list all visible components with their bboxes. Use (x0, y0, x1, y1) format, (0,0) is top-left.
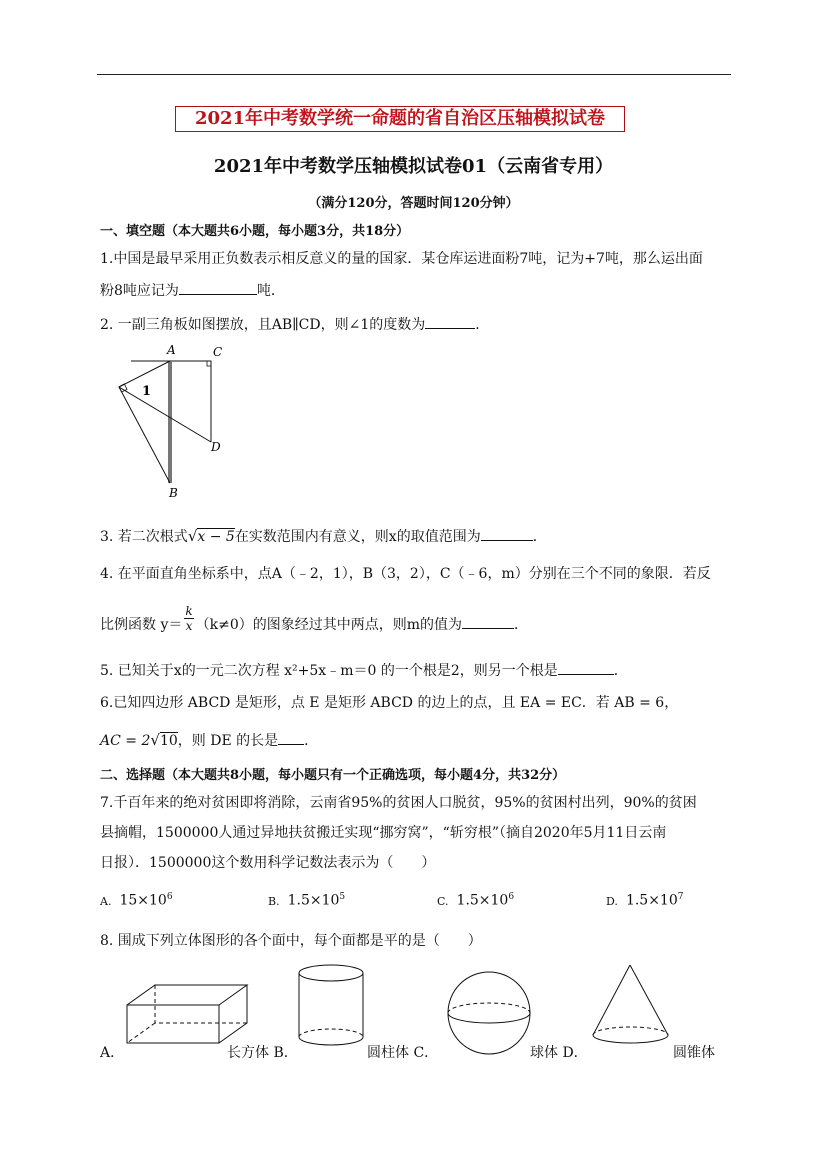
option-value: 1.5×10 (625, 892, 678, 909)
answer-blank[interactable] (558, 660, 614, 675)
cuboid-label[interactable]: 长方体 B． (227, 1045, 298, 1061)
answer-blank[interactable] (179, 280, 257, 295)
question-5-end: ． (613, 663, 628, 679)
radicand: x − 5 (197, 529, 235, 545)
option-letter: A. (100, 894, 112, 908)
question-6-line-1: 6.已知四边形 ABCD 是矩形，点 E 是矩形 ABCD 的边上的点，且 EA = EC．若 AB = 6， (100, 695, 679, 711)
exam-banner: 2021年中考数学统一命题的省自治区压轴模拟试卷 (175, 106, 625, 132)
question-4-text-a: 比例函数 y＝ (100, 617, 183, 633)
option-exponent: 5 (339, 892, 346, 902)
question-4-line-1: 4. 在平面直角坐标系中，点A（﹣2，1），B（3，2），C（﹣6，m）分别在三个不同的象限．若反 (100, 566, 711, 582)
section-choice-heading: 二、选择题（本大题共8小题，每小题只有一个正确选项，每小题4分，共32分） (100, 768, 566, 783)
fraction-k-over-x (184, 604, 193, 633)
top-rule (97, 74, 731, 75)
radical-sign: √ (150, 731, 160, 749)
option-a-label[interactable]: A． (100, 1045, 125, 1061)
option-letter: D. (606, 894, 618, 908)
question-7-line-3: 日报）．1500000这个数用科学记数法表示为（ ） (100, 855, 436, 871)
question-6-text-b: ，则 DE 的长是 (177, 733, 279, 749)
question-4-text-b: （k≠0）的图象经过其中两点，则m的值为 (195, 617, 463, 633)
option-letter: B. (268, 894, 280, 908)
cone-shape (593, 965, 668, 1043)
option-exponent: 7 (677, 892, 684, 902)
question-8: 8. 围成下列立体图形的各个面中，每个面都是平的是（ ） (100, 933, 482, 949)
cylinder-label[interactable]: 圆柱体 C． (367, 1045, 439, 1061)
option-exponent: 6 (508, 892, 515, 902)
option-value: 1.5×10 (456, 892, 509, 909)
option-exponent: 6 (166, 892, 173, 902)
question-6-end: ． (304, 733, 319, 749)
exam-subtitle: （满分120分，答题时间120分钟） (308, 196, 519, 211)
question-3-text-b: 在实数范围内有意义，则x的取值范围为 (234, 529, 481, 545)
point-c-label: C (213, 345, 223, 359)
cylinder-shape (299, 965, 363, 1045)
sphere-label[interactable]: 球体 D． (530, 1045, 588, 1061)
section-fill-in-heading: 一、填空题（本大题共6小题，每小题3分，共18分） (100, 224, 410, 239)
cone-label: 圆锥体 (673, 1045, 715, 1061)
answer-blank[interactable] (278, 730, 304, 745)
question-2-text: 2. 一副三角板如图摆放，且AB∥CD，则∠1的度数为 (100, 317, 426, 333)
question-1-text-b: 吨． (256, 283, 285, 299)
answer-blank[interactable] (425, 314, 475, 329)
fraction-denominator: x (185, 619, 193, 633)
angle-1-label: 1 (142, 384, 152, 399)
question-1-text-a: 粉8吨应记为 (100, 283, 179, 299)
question-2 (100, 314, 489, 334)
point-a-label: A (167, 343, 176, 357)
option-letter: C. (437, 894, 449, 908)
sphere-shape (448, 972, 530, 1054)
radicand: 10 (159, 733, 178, 749)
point-d-label: D (211, 440, 221, 454)
cuboid-shape (127, 985, 247, 1043)
option-b[interactable] (268, 892, 345, 909)
triangle-set-figure (105, 340, 245, 505)
question-6-line-2 (100, 730, 318, 750)
option-c[interactable] (437, 892, 514, 909)
option-value: 15×10 (119, 892, 167, 909)
question-3 (100, 526, 547, 546)
question-2-end: ． (475, 317, 490, 333)
question-5-text: 5. 已知关于x的一元二次方程 x²+5x﹣m＝0 的一个根是2，则另一个根是 (100, 663, 558, 679)
question-6-text-a: AC = 2 (100, 733, 151, 749)
question-3-end: ． (532, 529, 547, 545)
radical-sign: √ (187, 527, 198, 545)
question-7-line-1: 7.千百年来的绝对贫困即将消除，云南省95%的贫困人口脱贫，95%的贫困村出列，90%的贫困 (100, 795, 697, 811)
question-7-line-2: 县摘帽，1500000人通过异地扶贫搬迁实现“挪穷窝”，“斩穷根”（摘自2020年5月11日云南 (100, 825, 667, 841)
question-1-line-1: 1.中国是最早采用正负数表示相反意义的量的国家．某仓库运进面粉7吨，记为+7吨，那么运出面 (100, 251, 703, 267)
question-5 (100, 660, 628, 680)
answer-blank[interactable] (481, 526, 533, 541)
option-value: 1.5×10 (287, 892, 340, 909)
point-b-label: B (169, 486, 178, 500)
question-1-line-2 (100, 280, 285, 300)
fraction-numerator: k (185, 604, 193, 618)
option-d[interactable] (606, 892, 683, 909)
answer-blank[interactable] (462, 614, 514, 629)
question-3-text-a: 3. 若二次根式 (100, 529, 188, 545)
question-4-line-2 (100, 604, 528, 638)
option-a[interactable] (100, 892, 173, 909)
question-4-end: ． (514, 617, 529, 633)
page-title: 2021年中考数学压轴模拟试卷01（云南省专用） (213, 156, 614, 177)
